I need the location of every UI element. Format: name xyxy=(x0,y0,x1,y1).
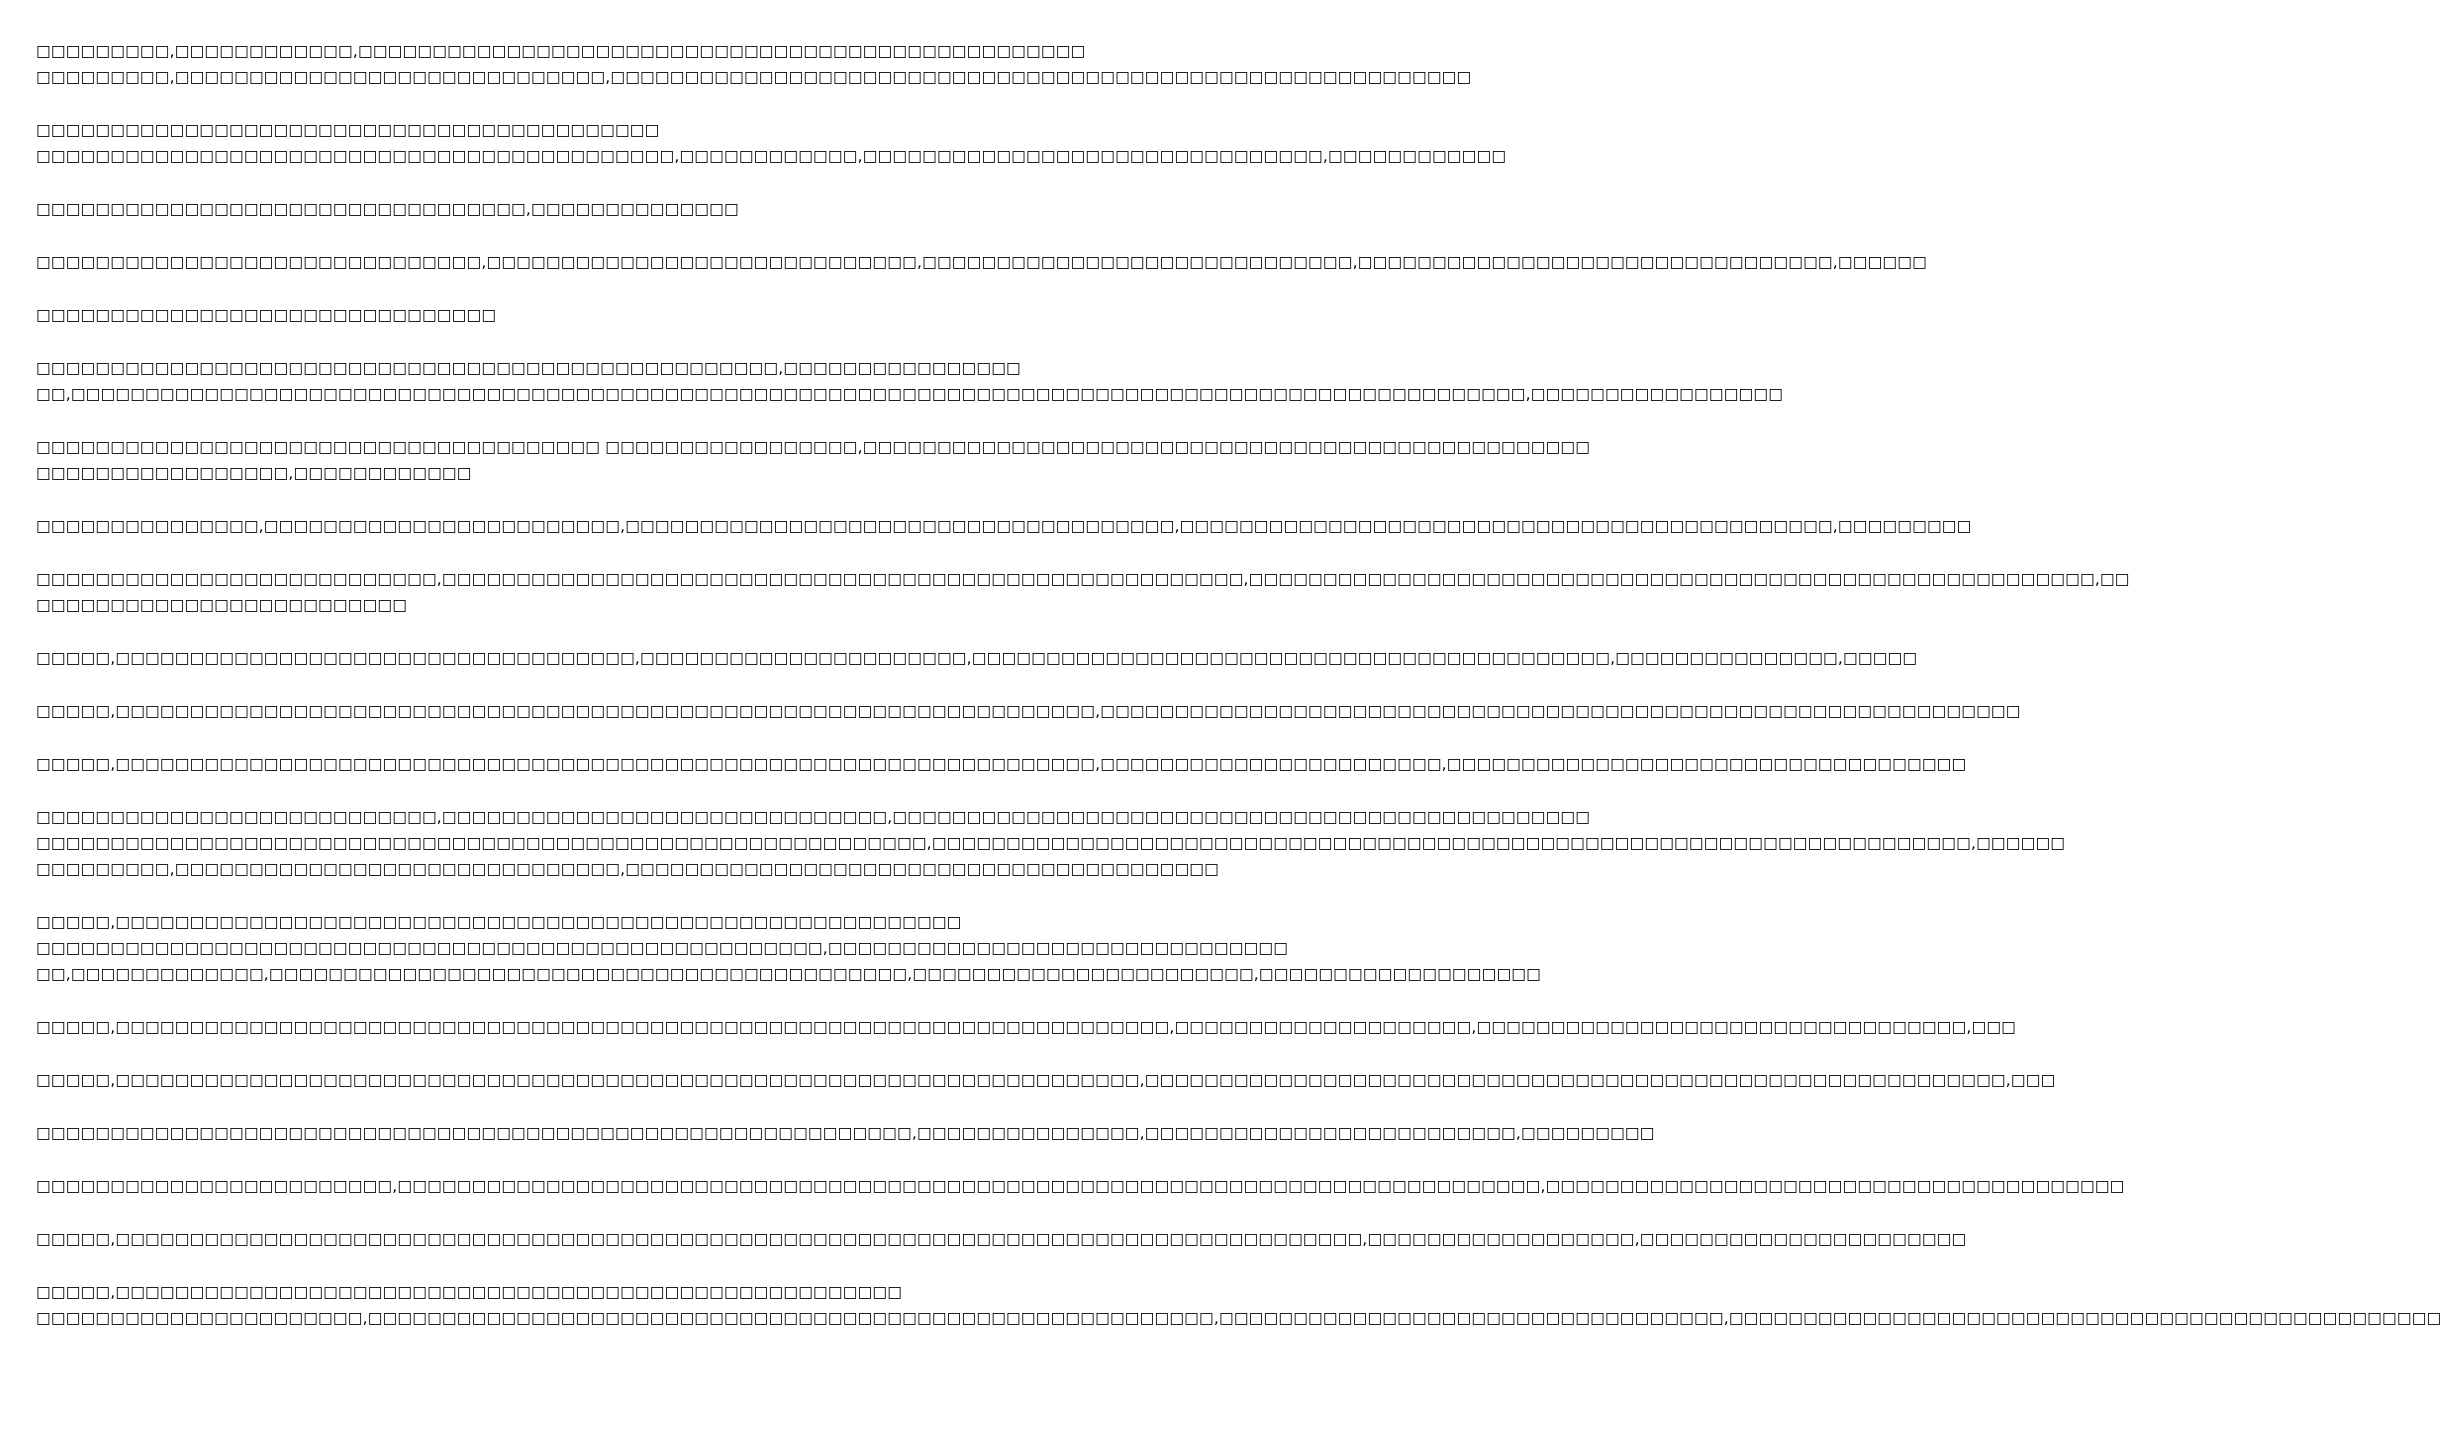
paragraph xyxy=(36,38,1472,90)
paragraph xyxy=(36,196,990,222)
text-line: □□□□□□□□□□□□□□□□□□□□□□,□□□□□□□□□□□□□□□□□□□□□□□□□□□□□□□□□□□□□□□□□□□□□□□□□□□□□□□□□,□□□□□□□□□□□□□□□□□□□□□□□□□□□□□□□□□□,□□□□□□□□□□□□□□□□□□□□□□□□□□□□□□□□□□□□□□□□□□□□□□□□ xyxy=(36,1309,2441,1327)
text-line: □□□□□□□□□,□□□□□□□□□□□□□□□□□□□□□□□□□□□□□,□□□□□□□□□□□□□□□□□□□□□□□□□□□□□□□□□□□□□□□□□□□□□□□□□□□□□□□□□□ xyxy=(36,68,1472,86)
paragraph xyxy=(36,1279,2441,1331)
text-line: □□□□□,□□□□□□□□□□□□□□□□□□□□□□□□□□□□□□□□□□□□□□□□□□□□□□□□□□□□□□□□□□□□□□□□□□□□□,□□□□□□□□□□□□□□□□□□□□□□□□□□□□□□□□□□□□□□□□□□□□□□□□□□□□□□□□□□,□□□ xyxy=(36,1071,2056,1089)
text-line: □□□□□□□□□□□□□□□□□□□□□□□□□ xyxy=(36,596,408,614)
text-line: □□□□□□□□□□□□□□□□□□□□□□□□□□□□□□□□□□□□□□□□□□□□□□□□□□□□□,□□□□□□□□□□□□□□□□□□□□□□□□□□□□□□□ xyxy=(36,939,1289,957)
text-line: □□□□□□□□□□□□□□□□□□□□□□□□□□□□□□□□□□□□□□□□□□□□□□□□□□□□□□□□□□□,□□□□□□□□□□□□□□□,□□□□□□□□□□□□□□□□□□□□□□□□□,□□□□□□□□□ xyxy=(36,1124,1655,1142)
paragraph xyxy=(36,1014,2017,1040)
text-line: □□□□□,□□□□□□□□□□□□□□□□□□□□□□□□□□□□□□□□□□□□□□□□□□□□□□□□□□□□□□□□□□□□□□□□□□□□□□□,□□□□□□□□□□□□□□□□□□□□,□□□□□□□□□□□□□□□□□□□□□□□□□□□□□□□□□,□□□ xyxy=(36,1018,2017,1036)
text-line: □□□□□□□□□□□□□□□□□□□□□□□□□□□□□□□□□□□□□□ □□□□□□□□□□□□□□□□□,□□□□□□□□□□□□□□□□□□□□□□□□□□□□□□□□□□□□□□□□□□□□□□□□□ xyxy=(36,438,1591,456)
paragraph xyxy=(36,117,1507,169)
text-line: □□□□□,□□□□□□□□□□□□□□□□□□□□□□□□□□□□□□□□□□□,□□□□□□□□□□□□□□□□□□□□□□,□□□□□□□□□□□□□□□□□□□□□□□□□□□□□□□□□□□□□□□□□□□,□□□□□□□□□□□□□□□,□□□□□ xyxy=(36,649,1918,667)
paragraph xyxy=(36,513,1972,539)
paragraph xyxy=(36,751,1967,777)
text-line: □□□□□□□□□□□□□□□□□□□□□□□□□□□,□□□□□□□□□□□□□□□□□□□□□□□□□□□□□□,□□□□□□□□□□□□□□□□□□□□□□□□□□□□□□□□□□□□□□□□□□□□□□□ xyxy=(36,808,1591,826)
text-line: □□□□□□□□□□□□□□□□□□□□□□□□□□□□□□□□□□□□□□□□□□ xyxy=(36,121,660,139)
text-line: □□□□□□□□□□□□□□□□□□□□□□□□□□□□□□□□□□□□□□□□□□□□□□□□□□□□□□□□□□□□,□□□□□□□□□□□□□□□□□□□□□□□□□□□□□□□□□□□□□□□□□□□□□□□□□□□□□□□□□□□□□□□□□□□□□□,□□□□□□ xyxy=(36,834,2066,852)
paragraph xyxy=(36,302,990,328)
paragraph xyxy=(36,1173,2125,1199)
text-line: □□□□□,□□□□□□□□□□□□□□□□□□□□□□□□□□□□□□□□□□□□□□□□□□□□□□□□□□□□□ xyxy=(36,1283,903,1301)
paragraph xyxy=(36,909,1541,987)
text-line: □□,□□□□□□□□□□□□□,□□□□□□□□□□□□□□□□□□□□□□□□□□□□□□□□□□□□□□□□□□□,□□□□□□□□□□□□□□□□□□□□□□□,□□□□□□□□□□□□□□□□□□□ xyxy=(36,965,1541,983)
paragraph xyxy=(36,698,2021,724)
text-line: □□□□□□□□□,□□□□□□□□□□□□□□□□□□□□□□□□□□□□□□,□□□□□□□□□□□□□□□□□□□□□□□□□□□□□□□□□□□□□□□□ xyxy=(36,860,1219,878)
text-line: □□□□□□□□□□□□□□□□□□□□□□□□□□□□□□□ xyxy=(36,306,497,324)
paragraph xyxy=(36,249,1927,275)
text-line: □□□□□,□□□□□□□□□□□□□□□□□□□□□□□□□□□□□□□□□□□□□□□□□□□□□□□□□□□□□□□□□ xyxy=(36,913,962,931)
paragraph xyxy=(36,1120,1655,1146)
paragraph xyxy=(36,434,1591,486)
text-line: □□□□□,□□□□□□□□□□□□□□□□□□□□□□□□□□□□□□□□□□□□□□□□□□□□□□□□□□□□□□□□□□□□□□□□□□□□□□□□□□□□□□□□□□□□,□□□□□□□□□□□□□□□□□□,□□□□□□□□□□□□□□□□□□□□□□ xyxy=(36,1230,1967,1248)
text-line: □□□□□□□□□,□□□□□□□□□□□□,□□□□□□□□□□□□□□□□□□□□□□□□□□□□□□□□□□□□□□□□□□□□□□□□□ xyxy=(36,42,1086,60)
text-line: □□□□□□□□□□□□□□□,□□□□□□□□□□□□□□□□□□□□□□□□,□□□□□□□□□□□□□□□□□□□□□□□□□□□□□□□□□□□□□,□□□□□□□□□□□□□□□□□□□□□□□□□□□□□□□□□□□□□□□□□□□□,□□□□□□□□□ xyxy=(36,517,1972,535)
paragraph xyxy=(36,645,1918,671)
text-line: □□□□□□□□□□□□□□□□□□□□□□□□□□□□□□,□□□□□□□□□□□□□□□□□□□□□□□□□□□□□,□□□□□□□□□□□□□□□□□□□□□□□□□□□□□,□□□□□□□□□□□□□□□□□□□□□□□□□□□□□□□□,□□□□□□ xyxy=(36,253,1927,271)
paragraph xyxy=(36,566,2130,618)
text-line: □□□□□,□□□□□□□□□□□□□□□□□□□□□□□□□□□□□□□□□□□□□□□□□□□□□□□□□□□□□□□□□□□□□□□□□□,□□□□□□□□□□□□□□□□□□□□□□□,□□□□□□□□□□□□□□□□□□□□□□□□□□□□□□□□□□□ xyxy=(36,755,1967,773)
text-line: □□□□□□□□□□□□□□□□□,□□□□□□□□□□□□ xyxy=(36,464,472,482)
text-line: □□□□□□□□□□□□□□□□□□□□□□□□,□□□□□□□□□□□□□□□□□□□□□□□□□□□□□□□□□□□□□□□□□□□□□□□□□□□□□□□□□□□□□□□□□□□□□□□□□□□□□,□□□□□□□□□□□□□□□□□□□□□□□□□□□□□□□□□□□□□□□ xyxy=(36,1177,2125,1195)
text-line: □□,□□□□□□□□□□□□□□□□□□□□□□□□□□□□□□□□□□□□□□□□□□□□□□□□□□□□□□□□□□□□□□□□□□□□□□□□□□□□□□□□□□□□□□□□□□□□□□□□□□,□□□□□□□□□□□□□□□□□ xyxy=(36,385,1784,403)
text-line: □□□□□□□□□□□□□□□□□□□□□□□□□□□,□□□□□□□□□□□□□□□□□□□□□□□□□□□□□□□□□□□□□□□□□□□□□□□□□□□□□□,□□□□□□□□□□□□□□□□□□□□□□□□□□□□□□□□□□□□□□□□□□□□□□□□□□□□□□□□□,□□ xyxy=(36,570,2130,588)
paragraph xyxy=(36,1226,1967,1252)
paragraph xyxy=(36,355,1784,407)
text-line: □□□□□,□□□□□□□□□□□□□□□□□□□□□□□□□□□□□□□□□□□□□□□□□□□□□□□□□□□□□□□□□□□□□□□□□□,□□□□□□□□□□□□□□□□□□□□□□□□□□□□□□□□□□□□□□□□□□□□□□□□□□□□□□□□□□□□□□ xyxy=(36,702,2021,720)
text-line: □□□□□□□□□□□□□□□□□□□□□□□□□□□□□□□□□,□□□□□□□□□□□□□□ xyxy=(36,200,739,218)
paragraph xyxy=(36,1067,2056,1093)
text-line: □□□□□□□□□□□□□□□□□□□□□□□□□□□□□□□□□□□□□□□□□□□□□□□□□□,□□□□□□□□□□□□□□□□ xyxy=(36,359,1021,377)
text-line: □□□□□□□□□□□□□□□□□□□□□□□□□□□□□□□□□□□□□□□□□□□,□□□□□□□□□□□□,□□□□□□□□□□□□□□□□□□□□□□□□□□□□□□□,□□□□□□□□□□□□ xyxy=(36,147,1507,165)
paragraph xyxy=(36,804,2066,882)
